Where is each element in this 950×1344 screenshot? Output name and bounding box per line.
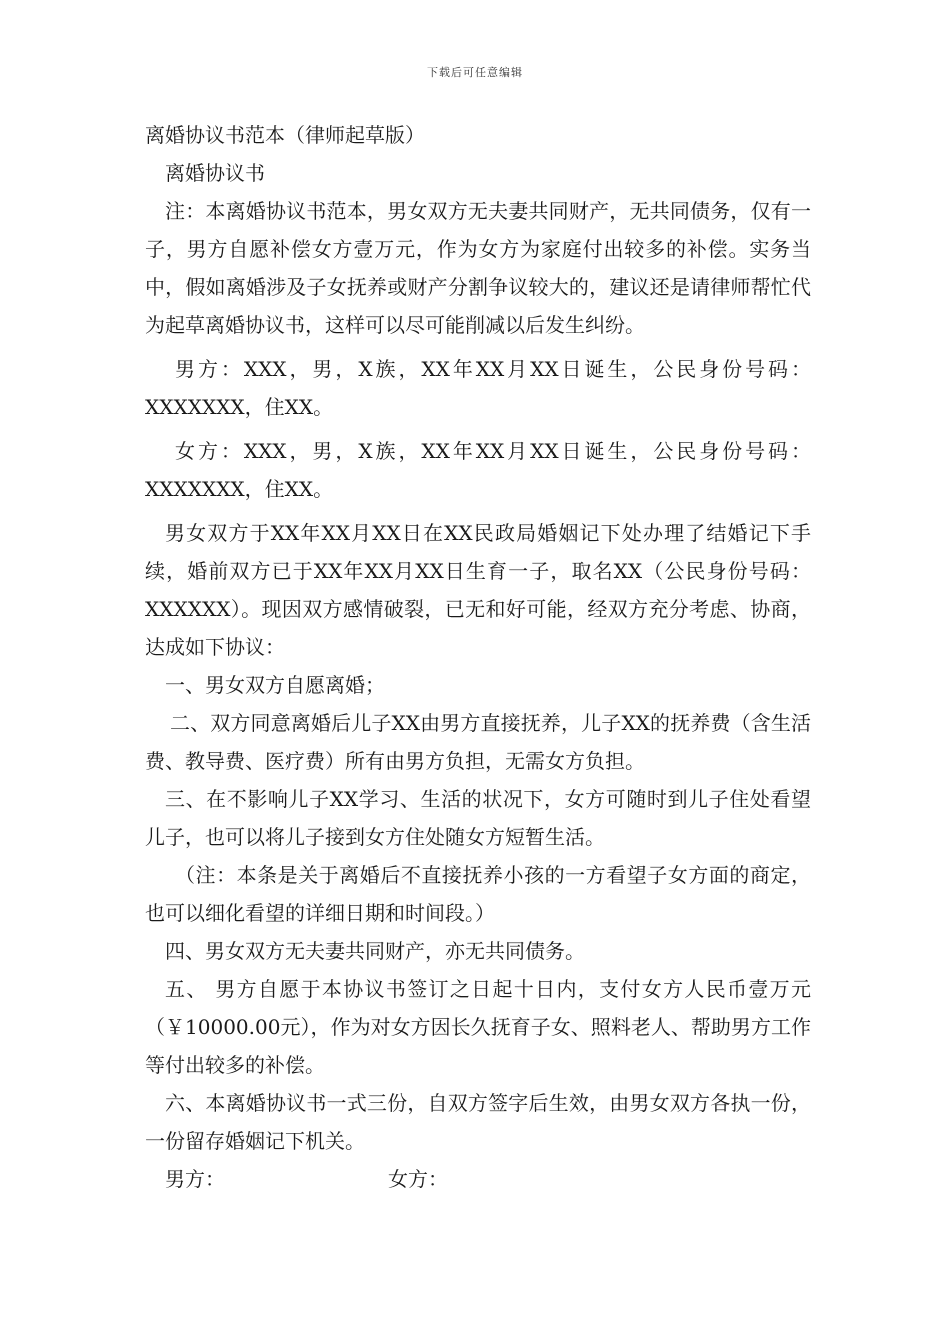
clause-3: 三、在不影响儿子XX学习、生活的状况下，女方可随时到儿子住处看望儿子，也可以将儿子接到女方住处随女方短暂生活。: [145, 787, 811, 849]
party-woman: 女方：XXX，男，X族，XX年XX月XX日诞生，公民身份号码：XXXXXXX，住XX。: [145, 439, 811, 501]
note-paragraph: 注：本离婚协议书范本，男女双方无夫妻共同财产，无共同债务，仅有一子，男方自愿补偿女方壹万元，作为女方为家庭付出较多的补偿。实务当中，假如离婚涉及子女抚养或财产分割争议较大的，建议还是请律师帮忙代为起草离婚协议书，这样可以尽可能削减以后发生纠纷。: [145, 199, 811, 337]
document-title: 离婚协议书范本（律师起草版）: [145, 123, 425, 147]
document-subtitle: 离婚协议书: [165, 161, 265, 185]
page-header: 下载后可任意编辑: [427, 66, 523, 79]
clause-2: 二、双方同意离婚后儿子XX由男方直接抚养，儿子XX的抚养费（含生活费、教导费、医疗费）所有由男方负担，无需女方负担。: [145, 711, 811, 773]
clause-3-note: （注：本条是关于离婚后不直接抚养小孩的一方看望子女方面的商定，也可以细化看望的详细日期和时间段。）: [145, 863, 811, 925]
intro-paragraph: 男女双方于XX年XX月XX日在XX民政局婚姻记下处办理了结婚记下手续，婚前双方已于XX年XX月XX日生育一子，取名XX（公民身份号码：XXXXXX）。现因双方感情破裂，已无和好可能，经双方充分考虑、协商，达成如下协议：: [145, 521, 811, 659]
clause-6: 六、本离婚协议书一式三份，自双方签字后生效，由男女双方各执一份，一份留存婚姻记下机关。: [145, 1091, 811, 1153]
party-man: 男方：XXX，男，X族，XX年XX月XX日诞生，公民身份号码：XXXXXXX，住XX。: [145, 357, 811, 419]
signature-row: [145, 1160, 811, 1198]
clause-5: 五、 男方自愿于本协议书签订之日起十日内，支付女方人民币壹万元（￥10000.00元），作为对女方因长久抚育子女、照料老人、帮助男方工作等付出较多的补偿。: [145, 977, 811, 1077]
clause-4: 四、男女双方无夫妻共同财产，亦无共同债务。: [165, 939, 585, 963]
signature-woman-label: 女方：: [388, 1167, 448, 1191]
signature-man-label: 男方：: [165, 1167, 225, 1191]
document-body: [145, 116, 811, 1198]
clause-1: 一、男女双方自愿离婚；: [165, 673, 385, 697]
